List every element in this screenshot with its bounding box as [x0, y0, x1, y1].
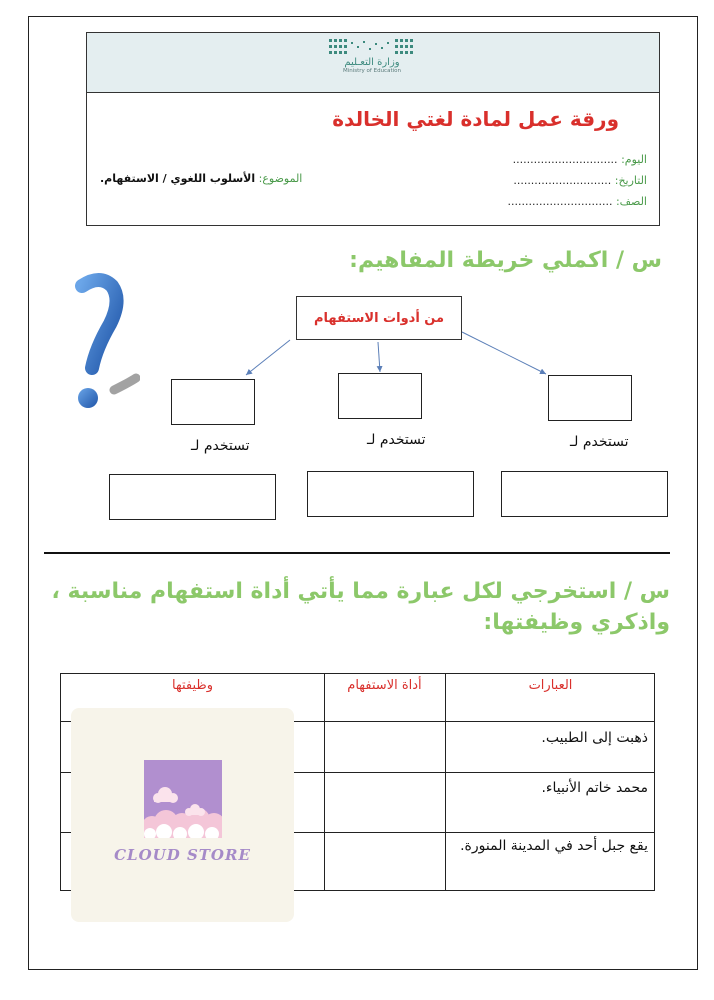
concept-answer-box-middle[interactable]	[338, 373, 422, 419]
worksheet-title: ورقة عمل لمادة لغتي الخالدة	[332, 107, 619, 131]
ministry-logo-icon	[327, 37, 417, 57]
logo-arabic-text: وزارة التعـليم	[344, 57, 400, 68]
ministry-banner	[87, 33, 659, 93]
concept-answer-box-right[interactable]	[548, 375, 632, 421]
uses-answer-box-right[interactable]	[501, 471, 668, 517]
uses-label-right: تستخدم لـ	[570, 434, 629, 450]
table-header-phrases: العبارات	[528, 678, 573, 693]
ministry-logo	[307, 37, 437, 89]
store-watermark	[71, 708, 294, 922]
class-field	[508, 195, 647, 208]
table-row-3-phrase: يقع جبل أحد في المدينة المنورة.	[460, 838, 648, 854]
day-field	[513, 153, 647, 166]
date-field	[513, 174, 647, 187]
store-logo-image	[144, 760, 222, 838]
question-1-heading: س / اكملي خريطة المفاهيم:	[349, 248, 662, 273]
concept-center-box	[296, 296, 462, 340]
table-column-divider	[445, 674, 446, 890]
subject-label: الموضوع:	[258, 172, 303, 185]
day-blank: ..............................	[512, 153, 618, 166]
table-row-2-phrase: محمد خاتم الأنبياء.	[541, 780, 648, 796]
class-label: الصف:	[615, 195, 647, 208]
day-label: اليوم:	[621, 153, 647, 166]
worksheet-header	[86, 32, 660, 226]
logo-english-text: Ministry of Education	[342, 68, 401, 74]
store-name: CLOUD STORE	[114, 846, 251, 864]
cloud-icon	[144, 760, 222, 838]
concept-answer-box-left[interactable]	[171, 379, 255, 425]
uses-answer-box-middle[interactable]	[307, 471, 474, 517]
uses-label-left: تستخدم لـ	[191, 438, 250, 454]
date-label: التاريخ:	[614, 174, 647, 187]
question-mark-icon	[70, 272, 140, 422]
uses-answer-box-left[interactable]	[109, 474, 276, 520]
table-header-function: وظيفتها	[172, 678, 213, 693]
subject-field	[100, 172, 302, 185]
table-column-divider	[324, 674, 325, 890]
section-divider	[44, 552, 670, 554]
class-blank: ..............................	[507, 195, 613, 208]
subject-value: الأسلوب اللغوي / الاستفهام.	[100, 172, 256, 185]
table-header-tool: أداة الاستفهام	[347, 678, 422, 693]
date-blank: ............................	[513, 174, 612, 187]
uses-label-middle: تستخدم لـ	[367, 432, 426, 448]
concept-center-label: من أدوات الاستفهام	[313, 310, 445, 326]
table-row-1-phrase: ذهبت إلى الطبيب.	[541, 730, 648, 746]
question-2-heading: س / استخرجي لكل عبارة مما يأتي أداة استفهام مناسبة ، واذكري وظيفتها:	[51, 579, 670, 635]
